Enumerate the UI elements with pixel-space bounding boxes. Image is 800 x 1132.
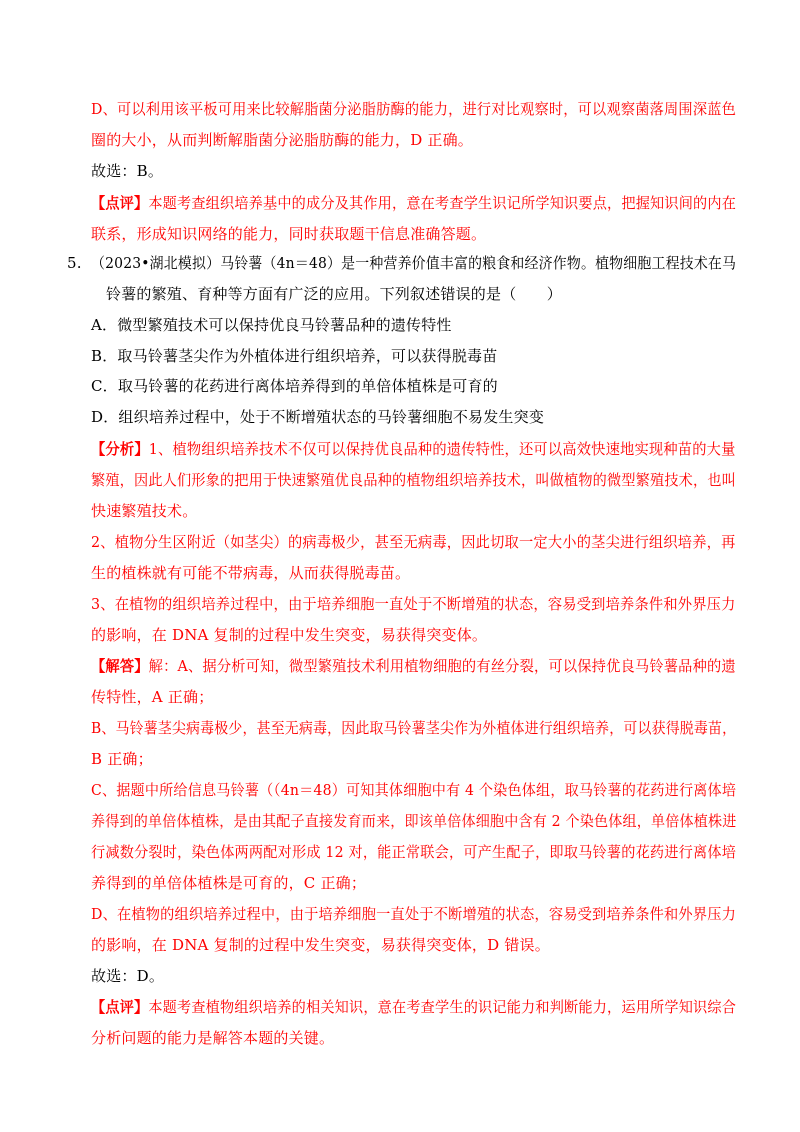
analysis-line-3: 快速繁殖技术。 bbox=[91, 502, 198, 520]
solution-answer: 故选：D。 bbox=[91, 967, 165, 985]
analysis-line-7: 的影响，在 DNA 复制的过程中发生突变，易获得突变体。 bbox=[91, 626, 488, 644]
comment-tag: 【点评】 bbox=[91, 194, 149, 212]
solution-line-10: 的影响，在 DNA 复制的过程中发生突变，易获得突变体，D 错误。 bbox=[91, 936, 550, 954]
solution-line-1 bbox=[91, 656, 736, 676]
prev-answer: 故选：B。 bbox=[91, 162, 164, 180]
option-c: C．取马铃薯的花药进行离体培养得到的单倍体植株是可育的 bbox=[91, 377, 498, 395]
analysis-text: 1、植物组织培养技术不仅可以保持优良品种的遗传特性，还可以高效快速地实现种苗的大量 bbox=[148, 440, 736, 458]
analysis-line-6: 3、在植物的组织培养过程中，由于培养细胞一直处于不断增殖的状态，容易受到培养条件和外界压力 bbox=[91, 595, 736, 613]
option-d: D．组织培养过程中，处于不断增殖状态的马铃薯细胞不易发生突变 bbox=[91, 408, 545, 426]
analysis-line-5: 生的植株就有可能不带病毒，从而获得脱毒苗。 bbox=[91, 564, 411, 582]
solution-line-4: B 正确； bbox=[91, 750, 153, 768]
comment2-line-1 bbox=[91, 997, 736, 1017]
solution-line-9: D、在植物的组织培养过程中，由于培养细胞一直处于不断增殖的状态，容易受到培养条件和外界压力 bbox=[91, 905, 737, 923]
comment-text: 本题考查组织培养基中的成分及其作用，意在考查学生识记所学知识要点，把握知识间的内在 bbox=[148, 194, 737, 212]
prev-comment-line-2: 联系，形成知识网络的能力，同时获取题干信息准确答题。 bbox=[91, 225, 487, 243]
prev-d-explanation-line-2: 圈的大小，从而判断解脂菌分泌脂肪酶的能力，D 正确。 bbox=[91, 131, 473, 149]
question-stem-line-2: 铃薯的繁殖、育种等方面有广泛的应用。下列叙述错误的是（ ） bbox=[106, 285, 563, 303]
solution-line-2: 传特性，A 正确； bbox=[91, 688, 214, 706]
solution-line-3: B、马铃薯茎尖病毒极少，甚至无病毒，因此取马铃薯茎尖作为外植体进行组织培养，可以获得脱毒苗， bbox=[91, 719, 737, 737]
option-a: A．微型繁殖技术可以保持优良马铃薯品种的遗传特性 bbox=[91, 316, 452, 334]
solution-line-5: C、据题中所给信息马铃薯（（4n＝48）可知其体细胞中有 4 个染色体组，取马铃薯的花药进行离体培 bbox=[91, 781, 737, 799]
solution-line-7: 行减数分裂时，染色体两两配对形成 12 对，能正常联会，可产生配子，即取马铃薯的花药进行离体培 bbox=[91, 843, 737, 861]
analysis-line-2: 繁殖，因此人们形象的把用于快速繁殖优良品种的植物组织培养技术，叫做植物的微型繁殖技术，也叫 bbox=[91, 471, 737, 489]
question-number: 5. bbox=[67, 254, 82, 272]
prev-d-explanation-line-1: D、可以利用该平板可用来比较解脂菌分泌脂肪酶的能力，进行对比观察时，可以观察菌落周围深蓝色 bbox=[91, 100, 737, 118]
comment2-text: 本题考查植物组织培养的相关知识，意在考查学生的识记能力和判断能力，运用所学知识综合 bbox=[148, 998, 737, 1016]
analysis-line-1 bbox=[91, 439, 736, 459]
comment2-line-2: 分析问题的能力是解答本题的关键。 bbox=[91, 1029, 335, 1047]
comment2-tag: 【点评】 bbox=[91, 998, 149, 1016]
question-stem-line-1: （2023•湖北模拟）马铃薯（4n＝48）是一种营养价值丰富的粮食和经济作物。植物细胞工程技术在马 bbox=[91, 254, 737, 272]
option-b: B．取马铃薯茎尖作为外植体进行组织培养，可以获得脱毒苗 bbox=[91, 347, 498, 365]
analysis-tag: 【分析】 bbox=[91, 440, 149, 458]
analysis-line-4: 2、植物分生区附近（如茎尖）的病毒极少，甚至无病毒，因此切取一定大小的茎尖进行组织培养，再 bbox=[91, 533, 736, 551]
prev-comment-line-1 bbox=[91, 193, 736, 213]
solution-line-6: 养得到的单倍体植株，是由其配子直接发育而来，即该单倍体细胞中含有 2 个染色体组，单倍体植株进 bbox=[91, 812, 737, 830]
solution-text: 解：A、据分析可知，微型繁殖技术利用植物细胞的有丝分裂，可以保持优良马铃薯品种的遗 bbox=[148, 657, 736, 675]
solution-line-8: 养得到的单倍体植株是可育的，C 正确； bbox=[91, 874, 367, 892]
solution-tag: 【解答】 bbox=[91, 657, 149, 675]
